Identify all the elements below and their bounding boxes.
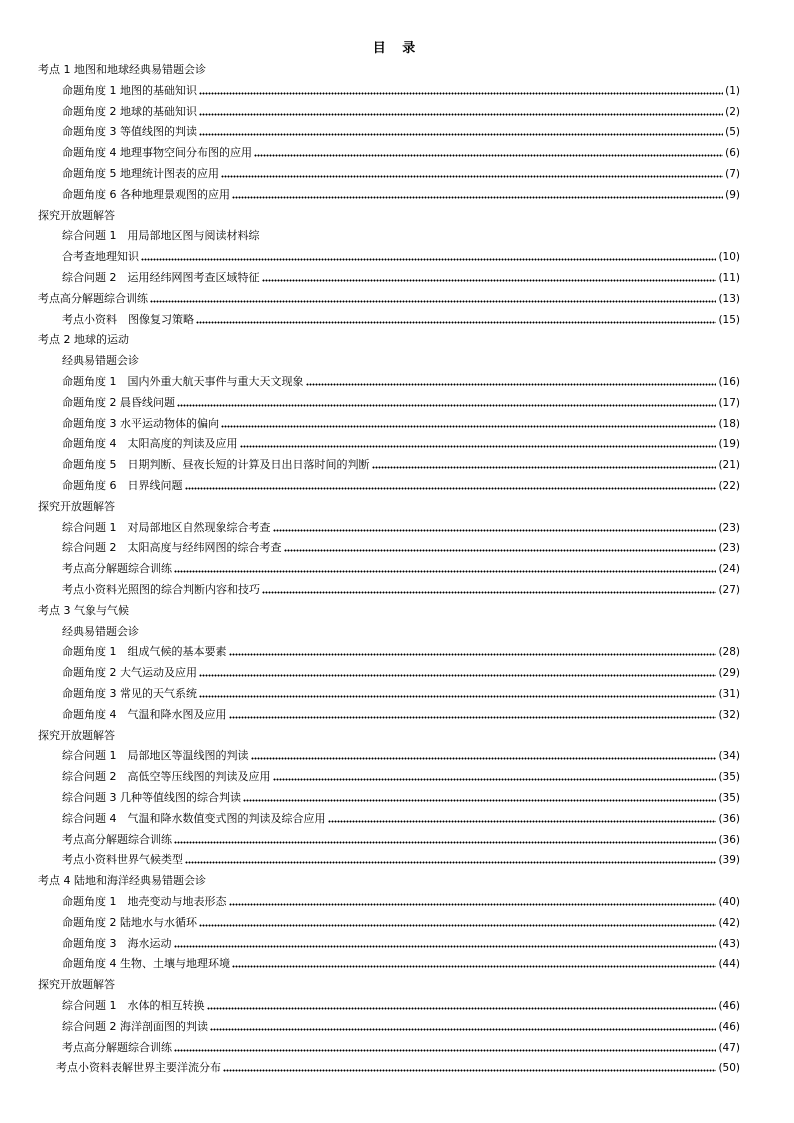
toc-page-number: (46) — [718, 1020, 740, 1033]
toc-entry — [62, 518, 740, 539]
toc-page-number: (17) — [718, 396, 740, 409]
toc-entry-label: 命题角度 2 大气运动及应用 — [62, 666, 197, 680]
toc-entry-label: 命题角度 3 海水运动 — [62, 936, 172, 950]
toc-entry-label: 考点小资料世界气候类型 — [62, 853, 183, 867]
dot-leader — [141, 247, 716, 268]
toc-page-number: (47) — [718, 1041, 740, 1054]
toc-entry — [62, 934, 740, 955]
toc-page-number: (6) — [725, 147, 740, 160]
toc-entry-label: 考点小资料光照图的综合判断内容和技巧 — [62, 583, 260, 596]
dot-leader — [262, 580, 716, 601]
toc-entry — [62, 351, 740, 372]
toc-entry — [62, 476, 740, 497]
toc-entry — [62, 434, 740, 455]
toc-entry-label: 命题角度 2 晨昏线问题 — [62, 395, 175, 409]
toc-entry — [62, 226, 740, 247]
dot-leader — [174, 830, 716, 851]
dot-leader — [199, 684, 716, 705]
dot-leader — [199, 122, 723, 143]
dot-leader — [177, 393, 716, 414]
toc-entry-label: 综合问题 2 高低空等压线图的判读及应用 — [62, 770, 271, 784]
dot-leader — [284, 538, 717, 559]
toc-entry-label: 命题角度 1 组成气候的基本要素 — [62, 645, 227, 659]
toc-entry-label: 考点高分解题综合训练 — [62, 1040, 172, 1054]
toc-page-number: (11) — [718, 272, 740, 284]
toc-entry-label: 命题角度 3 等值线图的判读 — [62, 125, 197, 139]
toc-entry-label: 综合问题 1 用局部地区图与阅读材料综 — [62, 229, 260, 243]
toc-page-number: (44) — [718, 958, 740, 971]
toc-entry-label: 考点高分解题综合训练 — [62, 562, 172, 576]
toc-entry-label: 命题角度 6 各种地理景观图的应用 — [62, 187, 230, 201]
dot-leader — [221, 414, 716, 435]
toc-entry — [62, 850, 740, 871]
toc-page-number: (13) — [718, 292, 740, 305]
toc-section-heading — [38, 60, 740, 81]
toc-page-number: (16) — [718, 376, 740, 388]
dot-leader — [174, 934, 717, 955]
toc-entry-label: 考点高分解题综合训练 — [62, 832, 172, 846]
toc-section-heading — [38, 726, 740, 747]
toc-entry-label: 命题角度 6 日界线问题 — [62, 479, 183, 492]
toc-section-heading — [38, 497, 740, 518]
dot-leader — [229, 705, 717, 726]
dot-leader — [210, 1017, 716, 1038]
toc-page-number: (43) — [718, 937, 740, 950]
toc-entry-label: 综合问题 1 局部地区等温线图的判读 — [62, 749, 249, 763]
toc-entry-label: 考点 2 地球的运动 — [38, 333, 129, 347]
toc-entry-label: 综合问题 1 对局部地区自然现象综合考查 — [62, 520, 271, 534]
toc-entry — [62, 1017, 740, 1038]
page-title: 目 录 — [372, 41, 422, 56]
toc-entry-label: 综合问题 2 运用经纬网图考查区域特征 — [62, 271, 260, 284]
toc-page-number: (32) — [718, 708, 740, 721]
toc-page-number: (36) — [718, 833, 740, 846]
toc-section-heading — [38, 289, 740, 310]
toc-entry-label: 命题角度 3 水平运动物体的偏向 — [62, 416, 219, 430]
toc-section-heading — [38, 975, 740, 996]
dot-leader — [229, 892, 717, 913]
toc-entry-label: 考点小资料表解世界主要洋流分布 — [56, 1061, 221, 1075]
toc-page-number: (42) — [718, 916, 740, 929]
toc-entry-label: 命题角度 2 地球的基础知识 — [62, 104, 197, 118]
dot-leader — [221, 164, 723, 185]
dot-leader — [232, 185, 723, 206]
toc-entry — [62, 310, 740, 331]
toc-page-number: (2) — [725, 105, 740, 118]
toc-entry-label: 考点 3 气象与气候 — [38, 603, 129, 617]
toc-entry — [62, 268, 740, 289]
toc-entry — [62, 81, 740, 102]
dot-leader — [199, 913, 716, 934]
toc-entry — [62, 954, 740, 975]
toc-entry — [62, 102, 740, 123]
toc-entry — [62, 1038, 740, 1059]
dot-leader — [372, 455, 717, 476]
toc-entry — [62, 767, 740, 788]
toc-entry-label: 探究开放题解答 — [38, 208, 115, 222]
toc-section-heading — [38, 330, 740, 351]
toc-page-number: (5) — [725, 126, 740, 139]
toc-entry — [62, 642, 740, 663]
toc-page-number: (10) — [718, 251, 740, 264]
toc-entry — [62, 455, 740, 476]
toc-entry — [62, 892, 740, 913]
toc-page-number: (36) — [718, 812, 740, 825]
toc-entry — [62, 830, 740, 851]
toc-page-number: (28) — [718, 646, 740, 659]
dot-leader — [174, 559, 716, 580]
toc-entry — [62, 622, 740, 643]
toc-page-number: (50) — [718, 1062, 740, 1075]
toc-page-number: (21) — [718, 459, 740, 472]
toc-entry — [62, 580, 740, 601]
dot-leader — [229, 642, 717, 663]
toc-entry-label: 命题角度 1 国内外重大航天事件与重大天文现象 — [62, 375, 304, 388]
toc-page-number: (29) — [718, 667, 740, 680]
toc-page-number: (23) — [718, 521, 740, 534]
toc-page-number: (19) — [718, 438, 740, 451]
toc-entry — [62, 913, 740, 934]
toc-page-number: (39) — [718, 854, 740, 867]
toc-entry-label: 考点小资料 图像复习策略 — [62, 312, 194, 326]
toc-entry-label: 综合问题 1 水体的相互转换 — [62, 999, 205, 1012]
toc-entry — [62, 122, 740, 143]
toc-entry — [62, 559, 740, 580]
toc-entry — [62, 538, 740, 559]
toc-entry-label: 考点高分解题综合训练 — [38, 291, 148, 305]
toc-page-number: (35) — [718, 771, 740, 784]
toc-entry — [62, 164, 740, 185]
dot-leader — [254, 143, 723, 164]
dot-leader — [273, 767, 717, 788]
toc-page-number: (7) — [725, 168, 740, 180]
toc-entry-label: 综合问题 4 气温和降水数值变式图的判读及综合应用 — [62, 811, 326, 825]
toc-entry-label: 探究开放题解答 — [38, 499, 115, 513]
toc-entry-label: 综合问题 2 海洋剖面图的判读 — [62, 1019, 208, 1033]
toc-entry — [62, 684, 740, 705]
toc-section-heading — [38, 601, 740, 622]
toc-entry-label: 命题角度 4 太阳高度的判读及应用 — [62, 437, 238, 451]
dot-leader — [273, 518, 717, 539]
dot-leader — [174, 1038, 716, 1059]
toc-entry — [56, 1058, 740, 1079]
toc-entry — [62, 185, 740, 206]
dot-leader — [240, 434, 717, 455]
toc-entry-label: 考点 1 地图和地球经典易错题会诊 — [38, 63, 206, 76]
dot-leader — [243, 788, 716, 809]
toc-entry-label: 探究开放题解答 — [38, 978, 115, 992]
toc-page-number: (40) — [718, 896, 740, 908]
toc-page-number: (27) — [718, 584, 740, 596]
toc-entry-label: 合考查地理知识 — [62, 250, 139, 264]
toc-page-number: (46) — [718, 1000, 740, 1012]
toc-entry-label: 综合问题 3 几种等值线图的综合判读 — [62, 791, 241, 804]
dot-leader — [207, 996, 717, 1017]
toc-entry — [62, 809, 740, 830]
toc-entry-label: 命题角度 2 陆地水与水循环 — [62, 915, 197, 929]
toc-page-number: (31) — [718, 688, 740, 700]
toc-entry-label: 考点 4 陆地和海洋经典易错题会诊 — [38, 874, 206, 888]
toc-entry-label: 经典易错题会诊 — [62, 624, 139, 638]
toc-page-number: (18) — [718, 417, 740, 430]
toc-entry — [62, 788, 740, 809]
toc-page-number: (22) — [718, 480, 740, 492]
toc-entry — [62, 414, 740, 435]
toc-page-number: (15) — [718, 313, 740, 326]
dot-leader — [199, 102, 723, 123]
toc-section-heading — [38, 871, 740, 892]
toc-entry — [62, 663, 740, 684]
toc-entry — [62, 996, 740, 1017]
dot-leader — [150, 289, 716, 310]
dot-leader — [232, 954, 716, 975]
dot-leader — [199, 81, 723, 102]
dot-leader — [223, 1058, 716, 1079]
toc-entry-label: 命题角度 5 日期判断、昼夜长短的计算及日出日落时间的判断 — [62, 458, 370, 472]
dot-leader — [251, 746, 717, 767]
dot-leader — [185, 850, 716, 871]
toc-entry-label: 命题角度 1 地图的基础知识 — [62, 83, 197, 97]
toc-entry-label: 命题角度 5 地理统计图表的应用 — [62, 167, 219, 180]
dot-leader — [328, 809, 717, 830]
toc-entry-label: 命题角度 3 常见的天气系统 — [62, 687, 197, 700]
dot-leader — [306, 372, 717, 393]
dot-leader — [196, 310, 716, 331]
toc-page-number: (35) — [718, 792, 740, 804]
toc-page-number: (24) — [718, 563, 740, 576]
toc-page-number: (1) — [725, 84, 740, 97]
toc-entry — [62, 746, 740, 767]
toc-section-heading — [38, 206, 740, 227]
toc-entry — [62, 705, 740, 726]
toc-entry — [62, 393, 740, 414]
toc-entry — [62, 372, 740, 393]
toc-page-number: (9) — [725, 188, 740, 201]
toc-entry-label: 经典易错题会诊 — [62, 354, 139, 368]
toc-entry-label: 命题角度 4 地理事物空间分布图的应用 — [62, 146, 252, 160]
toc-page-number: (23) — [718, 542, 740, 555]
toc-entry-label: 探究开放题解答 — [38, 728, 115, 742]
toc-entry — [62, 247, 740, 268]
toc-entry-label: 命题角度 4 生物、土壤与地理环境 — [62, 957, 230, 971]
dot-leader — [185, 476, 717, 497]
toc-page-number: (34) — [718, 750, 740, 763]
toc-entry-label: 综合问题 2 太阳高度与经纬网图的综合考查 — [62, 541, 282, 555]
toc-entry-label: 命题角度 4 气温和降水图及应用 — [62, 707, 227, 721]
dot-leader — [262, 268, 717, 289]
toc-entry-label: 命题角度 1 地壳变动与地表形态 — [62, 895, 227, 908]
dot-leader — [199, 663, 716, 684]
toc-entry — [62, 143, 740, 164]
